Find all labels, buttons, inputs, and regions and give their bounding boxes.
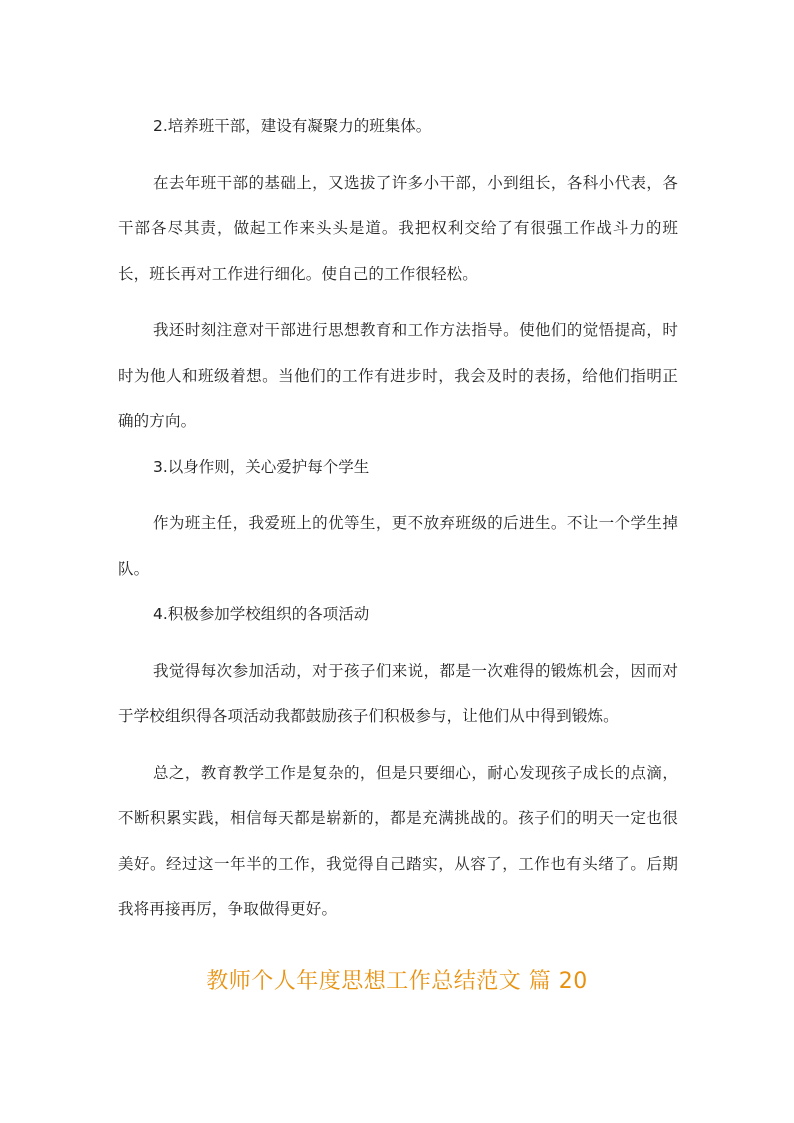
subheading-cultivate-class-cadres: 2.培养班干部，建设有凝聚力的班集体。: [153, 117, 432, 135]
section-title: 教师个人年度思想工作总结范文 篇 20: [206, 969, 588, 994]
paragraph-conclusion: 总之，教育教学工作是复杂的，但是只要细心，耐心发现孩子成长的点滴，不断积累实践，相信每天都是崭新的，都是充满挑战的。孩子们的明天一定也很美好。经过这一年半的工作，我觉得自己踏实，从容了，工作也有头绪了。后期我将再接再厉，争取做得更好。: [118, 763, 678, 918]
paragraph-cadre-education: 我还时刻注意对干部进行思想教育和工作方法指导。使他们的觉悟提高，时时为他人和班级着想。当他们的工作有进步时，我会及时的表扬，给他们指明正确的方向。: [118, 321, 678, 430]
document-body: [118, 104, 678, 933]
paragraph-care-for-students: 作为班主任，我爱班上的优等生，更不放弃班级的后进生。不让一个学生掉队。: [118, 514, 678, 578]
paragraph-select-cadres: 在去年班干部的基础上，又选拔了许多小干部，小到组长，各科小代表，各干部各尽其责，做起工作来头头是道。我把权利交给了有很强工作战斗力的班长，班长再对工作进行细化。使自己的工作很轻松。: [118, 173, 678, 283]
subheading-lead-by-example: 3.以身作则，关心爱护每个学生: [153, 457, 370, 476]
subheading-school-activities: 4.积极参加学校组织的各项活动: [153, 605, 370, 623]
paragraph-activities: 我觉得每次参加活动，对于孩子们来说，都是一次难得的锻炼机会，因而对于学校组织得各项活动我都鼓励孩子们积极参与，让他们从中得到锻炼。: [118, 661, 678, 725]
